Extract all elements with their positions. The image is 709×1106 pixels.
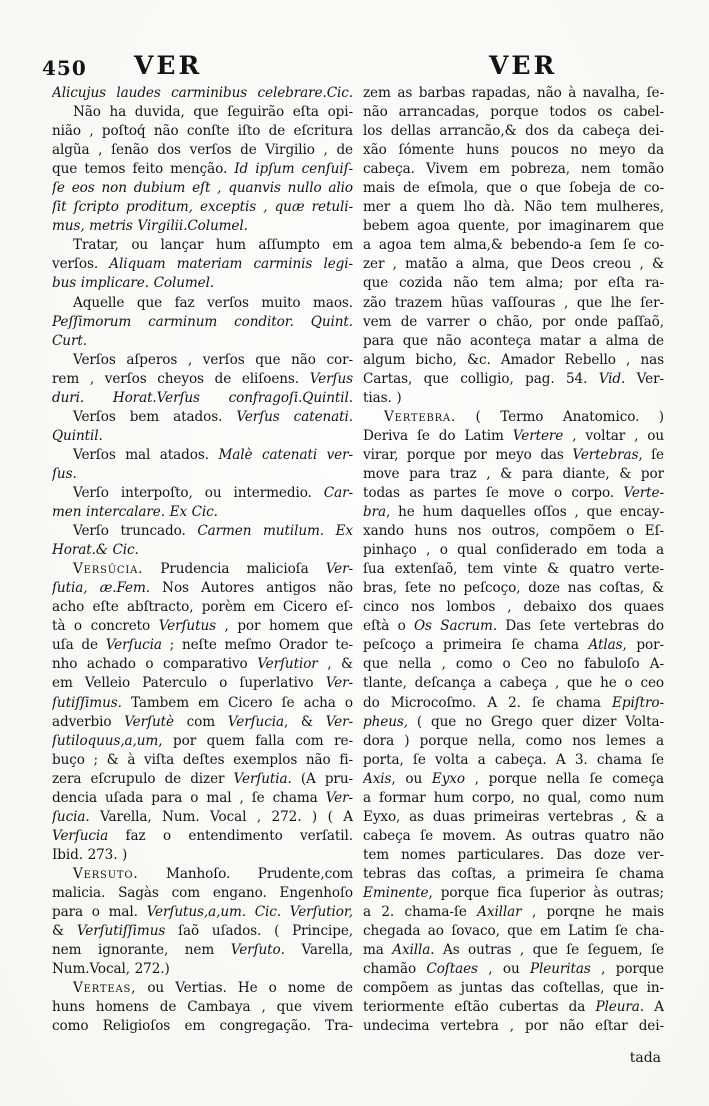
text-line: dencia uſada para o mal , ſe chama Ver-	[52, 789, 353, 806]
text-line: algũa , ſenão dos verſos de Virgilio , de	[52, 142, 353, 159]
text-line: zem as barbas rapadas, não à navalha, ſe-	[363, 85, 664, 101]
text-line: Versuto. Manhoſo. Prudente,com	[73, 865, 353, 882]
text-line: Verſo interpoſto, ou intermedio. Car-	[73, 484, 353, 501]
text-line: pheus, ( que no Grego quer dizer Volta-	[363, 713, 664, 730]
text-line: mus, metris Virgilii.Columel.	[52, 218, 248, 235]
text-line: Deriva ſe do Latim Vertere , voltar , ou	[363, 427, 664, 444]
text-line: que cozida não tem alma; por eſta ra-	[363, 275, 664, 292]
text-line: Axis, ou Eyxo , porque nella ſe começa	[363, 770, 664, 787]
text-line: cinco nos lombos , debaixo dos quaes	[363, 599, 664, 616]
text-line: ſit ſcripto proditum, exceptis , quæ retuli-	[52, 199, 353, 216]
text-line: ſe eos non dubium eſt , quanvis nullo alio	[52, 180, 353, 197]
text-line: ſua extenſaõ, tem vinte & quatro verte-	[363, 561, 664, 578]
text-line: Ibid. 273. )	[52, 846, 128, 863]
text-line: nho achado o comparativo Verſutior , &	[52, 656, 353, 673]
text-line: Verſucia faz o entendimento verſatil.	[52, 827, 353, 844]
text-line: Cartas, que colligio, pag. 54. Vid. Ver-	[363, 370, 664, 387]
text-line: Alicujus laudes carminibus celebrare.Cic.	[52, 85, 353, 101]
text-line: a agoa tem alma,& bebendo-a ſem ſe co-	[363, 237, 664, 254]
text-line: men intercalare. Ex Cic.	[52, 504, 218, 521]
text-line: tebras das coſtas, a primeira ſe chama	[363, 865, 664, 882]
text-line: acho eſte abſtracto, porèm em Cicero eſ-	[52, 599, 353, 616]
text-line: Versûcia. Prudencia malicioſa Ver-	[73, 561, 353, 578]
text-line: mais de eſmola, que o que ſobeja de co-	[363, 180, 664, 197]
text-line: Tratar, ou lançar hum aſſumpto em	[73, 237, 353, 254]
text-line: para o mal. Verſutus,a,um. Cic. Verſutior,	[52, 904, 353, 921]
text-line: xão ſómente huns poucos no meyo da	[363, 142, 664, 159]
text-line: chamão Coſtaes , ou Pleuritas , porque	[363, 961, 664, 978]
text-line: como Religioſos em congregação. Tra-	[52, 1018, 353, 1035]
text-line: Peſſimorum carminum conditor. Quint.	[52, 313, 353, 330]
text-line: Quintil.	[52, 427, 103, 444]
text-line: todas as partes ſe move o corpo. Verte-	[363, 484, 664, 501]
text-line: bebem agoa quente, por imaginarem que	[363, 218, 664, 235]
text-column-right	[363, 84, 664, 1036]
text-line: los dellas arrancão,& dos da cabeça dei-	[363, 123, 664, 140]
text-line: Eyxo, as duas primeiras vertebras , & a	[363, 808, 664, 825]
text-line: zão trazem hũas vaſſouras , que lhe ſer-	[363, 294, 664, 311]
text-line: duri. Horat.Verſus confragoſi.Quintil.	[52, 389, 353, 406]
page-number: 450	[42, 56, 87, 80]
text-line: Verſo truncado. Carmen mutilum. Ex	[73, 523, 353, 540]
text-line: huns homens de Cambaya , que vivem	[52, 999, 353, 1016]
text-line: & Verſutiſſimus ſaõ uſados. ( Principe,	[52, 923, 353, 940]
text-line: teriormente eſtão cubertas da Pleura. A	[363, 999, 664, 1016]
text-line: malicia. Sagàs com engano. Engenhoſo	[52, 884, 353, 901]
text-line: do Microcoſmo. A 2. ſe chama Epiſtro-	[363, 694, 664, 711]
text-line: Curt.	[52, 332, 87, 349]
text-line: tlante, deſcança a cabeça , que he o ceo	[363, 675, 664, 692]
text-line: Vertebra. ( Termo Anatomico. )	[384, 408, 664, 425]
text-line: tias. )	[363, 389, 402, 406]
text-line: nem ignorante, nem Verſuto. Varella,	[52, 942, 353, 959]
text-line: Verteas, ou Vertias. He o nome de	[73, 980, 353, 997]
text-line: eſtà o Os Sacrum. Das ſete vertebras do	[363, 618, 664, 635]
text-line: Verſos aſperos , verſos que não cor-	[73, 351, 353, 368]
text-line: buço ; & à viſta deſtes exemplos não fi-	[52, 751, 353, 768]
text-line: para que não aconteça matar a alma de	[363, 332, 664, 349]
text-line: vem de varrer o chão, por onde paſſaõ,	[363, 313, 664, 330]
text-line: uſa de Verſucia ; neſte meſmo Orador te-	[52, 637, 353, 654]
text-line: zera eſcrupulo de dizer Verſutia. (A pru-	[52, 770, 353, 787]
text-line: Num.Vocal, 272.)	[52, 961, 170, 978]
text-line: mer a quem lho dà. Não tem mulheres,	[363, 199, 664, 216]
text-line: Eminente, porque fica ſuperior às outras;	[363, 884, 664, 901]
text-line: ſutiſſimus. Tambem em Cicero ſe acha o	[52, 694, 353, 711]
text-line: porta, ſe volta a cabeça. A 3. chama ſe	[363, 751, 664, 768]
text-line: que nella , como o Ceo no fabuloſo A-	[363, 656, 664, 673]
text-line: Não ha duvida, que ſeguirão eſta opi-	[73, 104, 353, 121]
text-line: que temos feito menção. Id ipſum cenſuiſ-	[52, 161, 353, 178]
text-line: chegada ao ſovaco, que em Latim ſe cha-	[363, 923, 664, 940]
text-line: undecima vertebra , por não eſtar dei-	[363, 1018, 664, 1035]
text-line: compõem as juntas das coſtellas, que in-	[363, 980, 664, 997]
text-line: bra, he hum daquelles oſſos , que encay-	[363, 504, 664, 521]
text-line: a formar hum corpo, no qual, como num	[363, 789, 664, 806]
text-line: Horat.& Cic.	[52, 542, 139, 559]
text-line: bras, ſete no peſcoço, doze nas coſtas, &	[363, 580, 664, 597]
text-line: adverbio Verſutè com Verſucia, & Ver-	[52, 713, 353, 730]
catchword: tada	[629, 1050, 661, 1066]
text-line: tem nomes particulares. Das doze ver-	[363, 846, 664, 863]
text-line: virar, porque por meyo das Vertebras, ſe	[363, 446, 664, 463]
text-line: ſutiloquus,a,um, por quem falla com re-	[52, 732, 353, 749]
text-line: algum bicho, &c. Amador Rebello , nas	[363, 351, 664, 368]
text-line: cabeça. Vivem em pobreza, nem tomão	[363, 161, 664, 178]
text-line: cabeça ſe movem. As outras quatro não	[363, 827, 664, 844]
text-line: verſos. Aliquam materiam carminis legi-	[52, 256, 353, 273]
text-line: ſucia. Varella, Num. Vocal , 272. ) ( A	[52, 808, 353, 825]
text-line: peſcoço a primeira ſe chama Atlas, por-	[363, 637, 664, 654]
text-line: tà o concreto Verſutus , por homem que	[52, 618, 353, 635]
text-line: xando huns nos outros, compõem o Eſ-	[363, 523, 664, 540]
text-line: a 2. chama-ſe Axillar , porqne he mais	[363, 904, 664, 921]
running-head-right: VER	[489, 51, 558, 80]
running-head-left: VER	[134, 51, 203, 80]
text-line: Aquelle que faz verſos muito maos.	[73, 294, 353, 311]
text-line: zer , matão a alma, que Deos creou , &	[363, 256, 664, 273]
text-line: move para traz , & para diante, & por	[363, 465, 664, 482]
text-line: ma Axilla. As outras , que ſe ſeguem, ſe	[363, 942, 664, 959]
text-line: rem , verſos cheyos de eliſoens. Verſus	[52, 370, 353, 387]
text-line: Verſos bem atados. Verſus catenati.	[73, 408, 353, 425]
text-line: pinhaço , o qual conſiderado em toda a	[363, 542, 664, 559]
text-line: ſutia, æ.Fem. Nos Autores antigos não	[52, 580, 353, 597]
text-line: não arrancadas, porque todos os cabel-	[363, 104, 664, 121]
text-line: ſus.	[52, 465, 77, 482]
text-line: em Velleio Paterculo o ſuperlativo Ver-	[52, 675, 353, 692]
text-column-left	[52, 84, 353, 1036]
text-line: dora ) porque nella, como nos lemes a	[363, 732, 664, 749]
text-line: nião , poſtoq́ não conſte iſto de eſcritura	[52, 123, 353, 140]
text-line: bus implicare. Columel.	[52, 275, 215, 292]
text-line: Verſos mal atados. Malè catenati ver-	[73, 446, 353, 463]
